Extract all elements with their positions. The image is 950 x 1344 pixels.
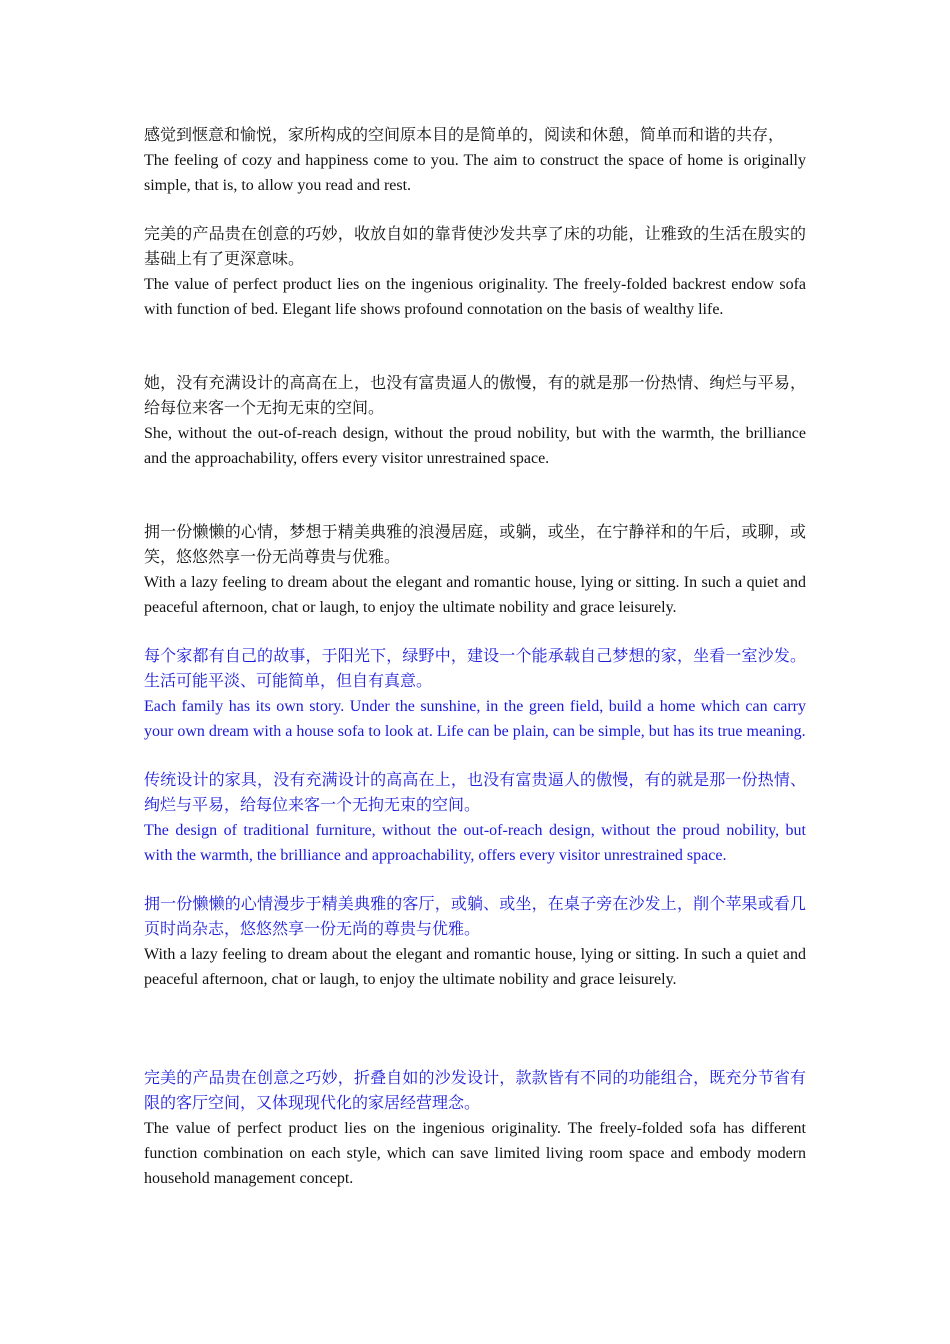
paragraph-3 (144, 371, 806, 471)
paragraph-4 (144, 520, 806, 620)
paragraph-2 (144, 222, 806, 322)
paragraph-6-english: The design of traditional furniture, without the out-of-reach design, without the proud nobility, but with the warmth, the brilliance and approachability, offers every visitor unrestrained space. (144, 822, 806, 864)
paragraph-4-chinese: 拥一份懒懒的心情，梦想于精美典雅的浪漫居庭，或躺，或坐，在宁静祥和的午后，或聊，或笑，悠悠然享一份无尚尊贵与优雅。 (144, 524, 806, 566)
paragraph-8 (144, 1066, 806, 1191)
paragraph-3-english: She, without the out-of-reach design, without the proud nobility, but with the warmth, the brilliance and the approachability, offers every visitor unrestrained space. (144, 425, 806, 467)
paragraph-2-english: The value of perfect product lies on the ingenious originality. The freely-folded backrest endow sofa with function of bed. Elegant life shows profound connotation on the basis of wealthy life. (144, 276, 806, 318)
paragraph-6-chinese: 传统设计的家具，没有充满设计的高高在上，也没有富贵逼人的傲慢，有的就是那一份热情、绚烂与平易，给每位来客一个无拘无束的空间。 (144, 772, 806, 814)
paragraph-1 (144, 123, 806, 198)
paragraph-4-english: With a lazy feeling to dream about the elegant and romantic house, lying or sitting. In such a quiet and peaceful afternoon, chat or laugh, to enjoy the ultimate nobility and grace leisurely. (144, 574, 806, 616)
paragraph-8-chinese: 完美的产品贵在创意之巧妙，折叠自如的沙发设计，款款皆有不同的功能组合，既充分节省有限的客厅空间，又体现现代化的家居经营理念。 (144, 1070, 806, 1112)
paragraph-6 (144, 768, 806, 868)
paragraph-5-english: Each family has its own story. Under the sunshine, in the green field, build a home which can carry your own dream with a house sofa to look at. Life can be plain, can be simple, but has its true meaning. (144, 698, 806, 740)
paragraph-7 (144, 892, 806, 992)
paragraph-3-chinese: 她，没有充满设计的高高在上，也没有富贵逼人的傲慢，有的就是那一份热情、绚烂与平易，给每位来客一个无拘无束的空间。 (144, 375, 806, 417)
paragraph-1-chinese: 感觉到惬意和愉悦，家所构成的空间原本目的是简单的，阅读和休憩，简单而和谐的共存， (144, 127, 785, 144)
paragraph-5-chinese: 每个家都有自己的故事，于阳光下，绿野中，建设一个能承载自己梦想的家，坐看一室沙发。生活可能平淡、可能简单，但自有真意。 (144, 648, 806, 690)
paragraph-5 (144, 644, 806, 744)
paragraph-7-english: With a lazy feeling to dream about the elegant and romantic house, lying or sitting. In such a quiet and peaceful afternoon, chat or laugh, to enjoy the ultimate nobility and grace leisurely. (144, 946, 806, 988)
paragraph-8-english: The value of perfect product lies on the ingenious originality. The freely-folded sofa has different function combination on each style, which can save limited living room space and embody modern household management concept. (144, 1120, 806, 1187)
document-page (144, 123, 806, 1191)
paragraph-7-chinese: 拥一份懒懒的心情漫步于精美典雅的客厅，或躺、或坐，在桌子旁在沙发上，削个苹果或看几页时尚杂志，悠悠然享一份无尚的尊贵与优雅。 (144, 896, 806, 938)
paragraph-2-chinese: 完美的产品贵在创意的巧妙，收放自如的靠背使沙发共享了床的功能，让雅致的生活在殷实的基础上有了更深意味。 (144, 226, 806, 268)
paragraph-1-english: The feeling of cozy and happiness come to you. The aim to construct the space of home is originally simple, that is, to allow you read and rest. (144, 152, 806, 194)
